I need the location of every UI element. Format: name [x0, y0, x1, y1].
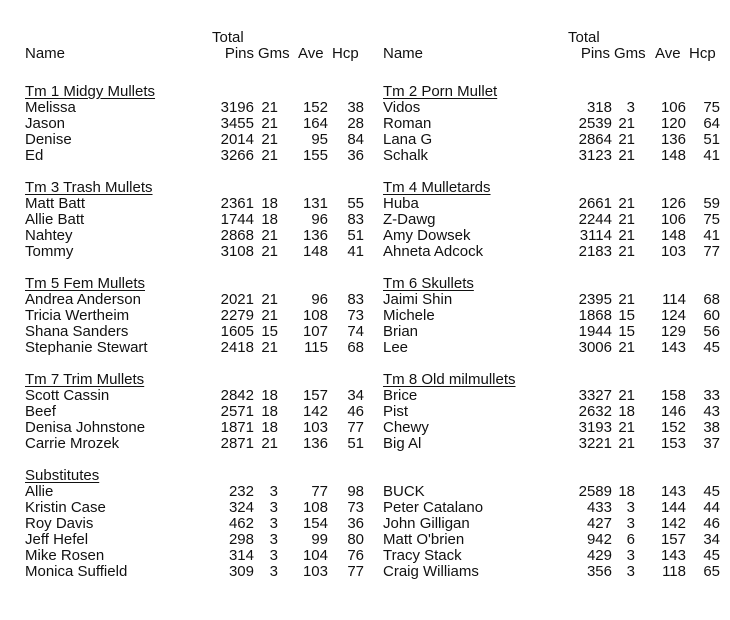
player-row	[0, 323, 364, 340]
player-ave: 124	[660, 307, 686, 324]
player-name: Huba	[383, 195, 419, 212]
player-hcp: 41	[703, 227, 720, 244]
player-hcp: 73	[347, 499, 364, 516]
player-gms: 21	[261, 307, 278, 324]
player-name: Jaimi Shin	[383, 291, 453, 308]
player-pins: 462	[228, 515, 254, 532]
player-row	[0, 515, 364, 532]
player-pins: 2021	[220, 291, 254, 308]
player-gms: 21	[261, 339, 278, 356]
player-ave: 103	[302, 419, 328, 436]
player-row	[358, 324, 718, 340]
player-name: Jason	[25, 115, 66, 132]
player-gms: 21	[618, 243, 635, 260]
player-pins: 2244	[578, 211, 612, 228]
player-row	[358, 132, 718, 148]
player-hcp: 45	[703, 483, 720, 500]
player-name: Big Al	[383, 435, 422, 452]
player-name: Mike Rosen	[25, 547, 105, 564]
player-ave: 144	[660, 499, 686, 516]
player-row	[358, 404, 718, 420]
player-row	[358, 212, 718, 228]
player-pins: 1868	[578, 307, 612, 324]
player-name: Brian	[383, 323, 419, 340]
player-name: Shana Sanders	[25, 323, 129, 340]
player-ave: 148	[660, 227, 686, 244]
player-hcp: 65	[703, 563, 720, 580]
player-row	[0, 435, 364, 452]
player-name: Nahtey	[25, 227, 73, 244]
player-gms: 21	[261, 147, 278, 164]
player-gms: 3	[626, 515, 635, 532]
player-hcp: 38	[703, 419, 720, 436]
player-hcp: 33	[703, 387, 720, 404]
player-gms: 21	[261, 291, 278, 308]
player-name: Beef	[25, 403, 56, 420]
player-ave: 142	[660, 515, 686, 532]
player-row	[0, 387, 364, 404]
player-row	[358, 388, 718, 404]
player-ave: 157	[302, 387, 328, 404]
player-name: Tricia Wertheim	[25, 307, 130, 324]
player-hcp: 55	[347, 195, 364, 212]
player-pins: 2571	[220, 403, 254, 420]
player-ave: 77	[311, 483, 328, 500]
player-name: Peter Catalano	[383, 499, 484, 516]
team-title: Tm 2 Porn Mullet	[383, 83, 498, 100]
player-gms: 21	[618, 387, 635, 404]
player-row	[358, 100, 718, 116]
player-pins: 318	[586, 99, 612, 116]
player-ave: 96	[311, 211, 328, 228]
player-gms: 21	[261, 115, 278, 132]
team-title: Tm 4 Mulletards	[383, 179, 491, 196]
player-pins: 2279	[220, 307, 254, 324]
player-pins: 427	[586, 515, 612, 532]
player-row	[0, 147, 364, 164]
player-pins: 324	[228, 499, 254, 516]
player-pins: 2661	[578, 195, 612, 212]
player-hcp: 68	[703, 291, 720, 308]
player-hcp: 74	[347, 323, 364, 340]
player-ave: 164	[302, 115, 328, 132]
player-ave: 95	[311, 131, 328, 148]
header-hcp: Hcp	[689, 45, 716, 62]
header-total: Total	[568, 29, 600, 46]
player-pins: 232	[228, 483, 254, 500]
player-ave: 136	[302, 227, 328, 244]
header-gms: Gms	[258, 45, 290, 62]
player-row	[0, 483, 364, 500]
player-row	[358, 484, 718, 500]
player-gms: 21	[261, 131, 278, 148]
player-name: Stephanie Stewart	[25, 339, 148, 356]
player-ave: 96	[311, 291, 328, 308]
player-name: Allie Batt	[25, 211, 85, 228]
player-hcp: 83	[347, 211, 364, 228]
player-ave: 152	[302, 99, 328, 116]
player-gms: 21	[261, 243, 278, 260]
header-ave: Ave	[655, 45, 681, 62]
player-gms: 21	[618, 339, 635, 356]
player-gms: 18	[261, 419, 278, 436]
player-pins: 3266	[220, 147, 254, 164]
player-gms: 6	[626, 531, 635, 548]
header-total: Total	[212, 29, 244, 46]
player-pins: 2361	[220, 195, 254, 212]
player-gms: 21	[618, 227, 635, 244]
player-gms: 3	[269, 563, 278, 580]
player-row	[358, 548, 718, 564]
left-column	[0, 0, 364, 620]
player-ave: 126	[660, 195, 686, 212]
player-hcp: 56	[703, 323, 720, 340]
player-ave: 143	[660, 483, 686, 500]
player-gms: 15	[618, 307, 635, 324]
player-hcp: 45	[703, 339, 720, 356]
player-gms: 21	[618, 291, 635, 308]
player-row	[0, 419, 364, 436]
player-pins: 2183	[578, 243, 612, 260]
player-row	[358, 564, 718, 580]
player-hcp: 51	[347, 227, 364, 244]
player-pins: 2864	[578, 131, 612, 148]
player-gms: 18	[618, 483, 635, 500]
player-pins: 309	[228, 563, 254, 580]
player-hcp: 77	[347, 563, 364, 580]
player-hcp: 84	[347, 131, 364, 148]
player-name: Kristin Case	[25, 499, 106, 516]
player-ave: 153	[660, 435, 686, 452]
player-ave: 129	[660, 323, 686, 340]
player-hcp: 44	[703, 499, 720, 516]
player-pins: 3327	[578, 387, 612, 404]
player-gms: 21	[618, 147, 635, 164]
player-row	[0, 547, 364, 564]
header-hcp: Hcp	[332, 45, 359, 62]
player-ave: 99	[311, 531, 328, 548]
player-name: Craig Williams	[383, 563, 479, 580]
player-ave: 157	[660, 531, 686, 548]
player-gms: 15	[261, 323, 278, 340]
player-name: BUCK	[383, 483, 425, 500]
player-gms: 3	[626, 99, 635, 116]
player-name: Roman	[383, 115, 432, 132]
player-name: Carrie Mrozek	[25, 435, 120, 452]
player-gms: 3	[269, 499, 278, 516]
player-pins: 3006	[578, 339, 612, 356]
player-row	[0, 99, 364, 116]
player-hcp: 98	[347, 483, 364, 500]
player-pins: 3108	[220, 243, 254, 260]
player-ave: 148	[302, 243, 328, 260]
player-ave: 115	[304, 339, 328, 356]
player-hcp: 51	[703, 131, 720, 148]
player-pins: 2539	[578, 115, 612, 132]
player-row	[0, 243, 364, 260]
player-gms: 3	[626, 563, 635, 580]
player-name: Denisa Johnstone	[25, 419, 146, 436]
player-name: Allie	[25, 483, 54, 500]
team-title: Tm 3 Trash Mullets	[25, 179, 153, 196]
player-hcp: 68	[347, 339, 364, 356]
player-name: Pist	[383, 403, 409, 420]
player-row	[358, 516, 718, 532]
player-pins: 2868	[220, 227, 254, 244]
player-hcp: 77	[347, 419, 364, 436]
player-gms: 18	[261, 403, 278, 420]
player-ave: 142	[302, 403, 328, 420]
player-name: Ahneta Adcock	[383, 243, 484, 260]
player-row	[0, 195, 364, 212]
player-ave: 152	[660, 419, 686, 436]
player-pins: 2418	[220, 339, 254, 356]
player-gms: 21	[261, 435, 278, 452]
player-hcp: 73	[347, 307, 364, 324]
player-pins: 314	[228, 547, 254, 564]
player-ave: 158	[660, 387, 686, 404]
player-name: Scott Cassin	[25, 387, 110, 404]
player-gms: 18	[261, 195, 278, 212]
player-name: Jeff Hefel	[25, 531, 89, 548]
player-ave: 143	[660, 339, 686, 356]
team-title: Tm 5 Fem Mullets	[25, 275, 146, 292]
player-gms: 3	[269, 515, 278, 532]
player-hcp: 37	[703, 435, 720, 452]
player-hcp: 36	[347, 515, 364, 532]
team-title: Tm 8 Old milmullets	[383, 371, 516, 388]
player-pins: 2395	[578, 291, 612, 308]
team-title: Tm 7 Trim Mullets	[25, 371, 145, 388]
player-gms: 3	[269, 547, 278, 564]
player-name: Andrea Anderson	[25, 291, 141, 308]
team-title: Tm 6 Skullets	[383, 275, 474, 292]
player-gms: 18	[261, 211, 278, 228]
player-pins: 3193	[578, 419, 612, 436]
header-name: Name	[25, 45, 66, 62]
player-row	[358, 420, 718, 436]
player-hcp: 45	[703, 547, 720, 564]
player-gms: 18	[618, 403, 635, 420]
player-row	[0, 291, 364, 308]
player-name: Z-Dawg	[383, 211, 436, 228]
player-pins: 298	[228, 531, 254, 548]
player-row	[0, 211, 364, 228]
player-name: Vidos	[383, 99, 421, 116]
player-row	[358, 292, 718, 308]
player-hcp: 59	[703, 195, 720, 212]
player-hcp: 77	[703, 243, 720, 260]
player-ave: 131	[302, 195, 328, 212]
right-column	[358, 0, 718, 620]
player-gms: 21	[618, 435, 635, 452]
player-ave: 103	[302, 563, 328, 580]
player-gms: 21	[618, 211, 635, 228]
player-name: Roy Davis	[25, 515, 94, 532]
player-name: Matt O'brien	[383, 531, 465, 548]
player-pins: 942	[586, 531, 612, 548]
player-gms: 15	[618, 323, 635, 340]
player-pins: 1744	[220, 211, 254, 228]
player-ave: 148	[660, 147, 686, 164]
player-ave: 103	[660, 243, 686, 260]
player-row	[358, 244, 718, 260]
player-pins: 356	[586, 563, 612, 580]
player-name: Brice	[383, 387, 418, 404]
player-gms: 3	[626, 499, 635, 516]
player-name: Denise	[25, 131, 72, 148]
player-row	[358, 116, 718, 132]
player-ave: 107	[302, 323, 328, 340]
player-pins: 3455	[220, 115, 254, 132]
player-hcp: 36	[347, 147, 364, 164]
player-hcp: 51	[347, 435, 364, 452]
player-hcp: 64	[703, 115, 720, 132]
player-hcp: 80	[347, 531, 364, 548]
player-ave: 155	[302, 147, 328, 164]
player-name: Monica Suffield	[25, 563, 128, 580]
player-row	[0, 403, 364, 420]
player-pins: 1944	[578, 323, 612, 340]
player-pins: 3114	[579, 227, 612, 244]
player-ave: 106	[660, 99, 686, 116]
player-hcp: 41	[347, 243, 364, 260]
player-hcp: 28	[347, 115, 364, 132]
player-row	[358, 436, 718, 452]
header-pins: Pins	[580, 45, 610, 62]
player-pins: 1871	[220, 419, 254, 436]
player-name: Chewy	[383, 419, 429, 436]
player-hcp: 76	[347, 547, 364, 564]
player-ave: 106	[660, 211, 686, 228]
player-row	[358, 500, 718, 516]
player-pins: 3196	[220, 99, 254, 116]
player-row	[358, 148, 718, 164]
player-gms: 21	[618, 131, 635, 148]
player-ave: 118	[662, 563, 686, 580]
player-pins: 3123	[578, 147, 612, 164]
player-hcp: 83	[347, 291, 364, 308]
player-hcp: 75	[703, 211, 720, 228]
player-ave: 108	[302, 307, 328, 324]
player-gms: 21	[261, 99, 278, 116]
player-name: John Gilligan	[383, 515, 470, 532]
player-gms: 21	[618, 195, 635, 212]
player-hcp: 75	[703, 99, 720, 116]
player-row	[0, 499, 364, 516]
player-row	[0, 531, 364, 548]
player-pins: 2871	[220, 435, 254, 452]
player-hcp: 60	[703, 307, 720, 324]
player-row	[358, 532, 718, 548]
player-hcp: 41	[703, 147, 720, 164]
player-row	[0, 131, 364, 148]
player-row	[358, 308, 718, 324]
player-gms: 21	[618, 419, 635, 436]
player-hcp: 43	[703, 403, 720, 420]
team-title: Tm 1 Midgy Mullets	[25, 83, 156, 100]
team-title: Substitutes	[25, 467, 100, 484]
player-pins: 2842	[220, 387, 254, 404]
player-name: Lee	[383, 339, 409, 356]
player-row	[358, 340, 718, 356]
player-gms: 3	[269, 531, 278, 548]
player-row	[0, 307, 364, 324]
player-name: Schalk	[383, 147, 429, 164]
player-pins: 1605	[220, 323, 254, 340]
player-row	[0, 115, 364, 132]
player-ave: 136	[302, 435, 328, 452]
player-gms: 3	[269, 483, 278, 500]
player-pins: 2632	[578, 403, 612, 420]
player-hcp: 46	[703, 515, 720, 532]
player-name: Tracy Stack	[383, 547, 462, 564]
header-pins: Pins	[224, 45, 254, 62]
header-ave: Ave	[298, 45, 324, 62]
player-name: Ed	[25, 147, 44, 164]
player-gms: 21	[618, 115, 635, 132]
player-name: Tommy	[25, 243, 74, 260]
player-pins: 429	[586, 547, 612, 564]
player-ave: 120	[660, 115, 686, 132]
header-gms: Gms	[614, 45, 646, 62]
player-pins: 433	[586, 499, 612, 516]
player-name: Lana G	[383, 131, 433, 148]
player-hcp: 34	[703, 531, 720, 548]
player-row	[0, 339, 364, 356]
player-ave: 143	[660, 547, 686, 564]
player-name: Matt Batt	[25, 195, 86, 212]
player-name: Michele	[383, 307, 435, 324]
player-row	[358, 228, 718, 244]
player-pins: 3221	[578, 435, 612, 452]
player-ave: 104	[302, 547, 328, 564]
player-pins: 2014	[220, 131, 254, 148]
player-gms: 18	[261, 387, 278, 404]
player-hcp: 38	[347, 99, 364, 116]
player-pins: 2589	[578, 483, 612, 500]
header-name: Name	[383, 45, 424, 62]
player-name: Amy Dowsek	[383, 227, 471, 244]
player-ave: 154	[302, 515, 328, 532]
player-hcp: 46	[347, 403, 364, 420]
player-gms: 3	[626, 547, 635, 564]
player-ave: 146	[660, 403, 686, 420]
player-row	[358, 196, 718, 212]
player-row	[0, 227, 364, 244]
player-hcp: 34	[347, 387, 364, 404]
player-row	[0, 563, 364, 580]
player-name: Melissa	[25, 99, 76, 116]
player-ave: 136	[660, 131, 686, 148]
player-ave: 114	[662, 291, 686, 308]
player-ave: 108	[302, 499, 328, 516]
player-gms: 21	[261, 227, 278, 244]
